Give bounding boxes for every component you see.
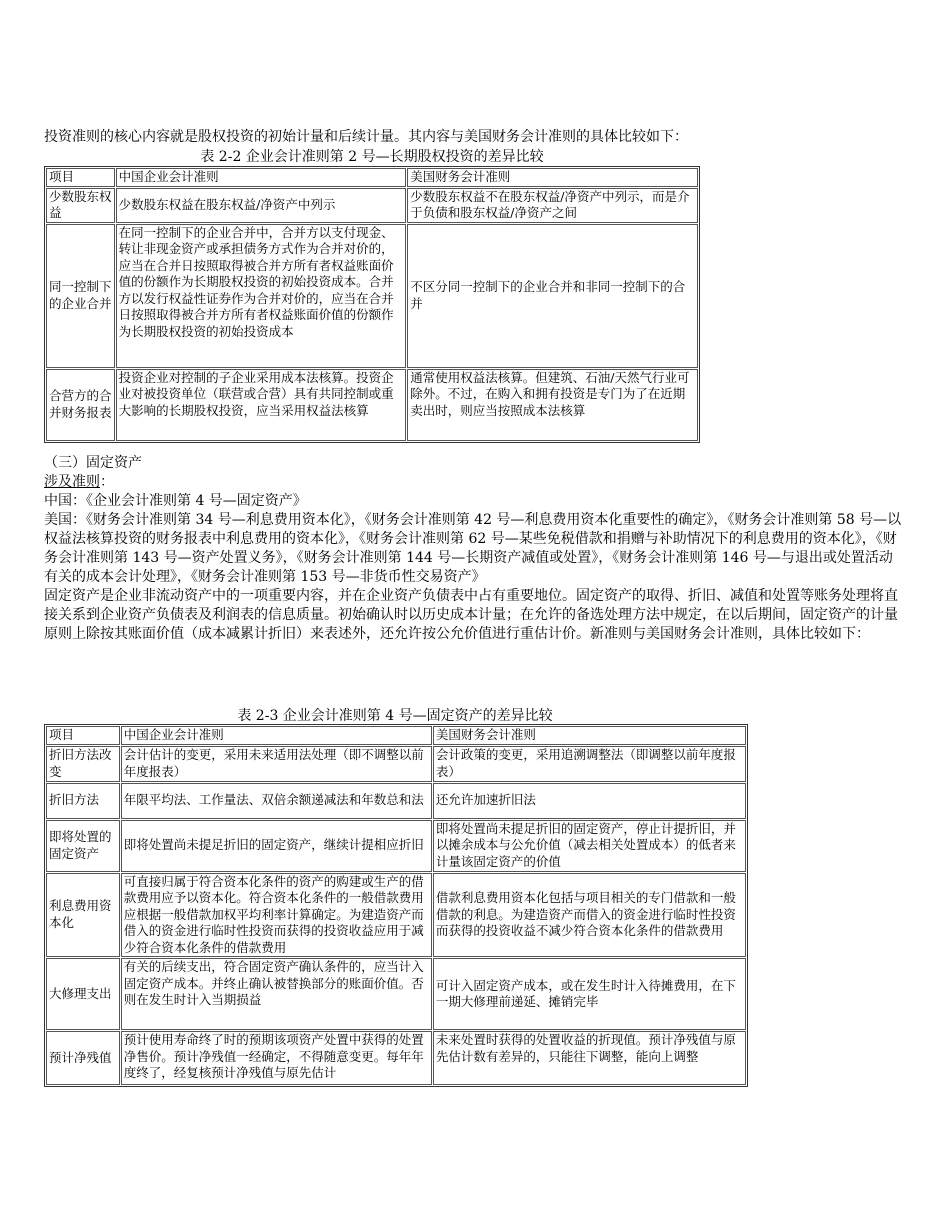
table1-header-row xyxy=(46,168,698,187)
table2-cell-item: 折旧方法改变 xyxy=(46,746,120,782)
table2-cell-item: 利息费用资本化 xyxy=(46,873,120,958)
table2-cell-item: 即将处置的固定资产 xyxy=(46,820,120,872)
table-row xyxy=(46,746,746,782)
table-row xyxy=(46,369,698,441)
section-body: 固定资产是企业非流动资产中的一项重要内容，并在企业资产负债表中占有重要地位。固定资产的取得、折旧、减值和处置等账务处理将直接关系到企业资产负债表及利润表的信息质量。初始确认时以历史成本计量；在允许的备选处理方法中规定，在以后期间，固定资产的计量原则上除按其账面价值（成本减累计折旧）来表述外，还允许按公允价值进行重估计价。新准则与美国财务会计准则，具体比较如下： xyxy=(44,588,898,642)
table2-cell-item: 折旧方法 xyxy=(46,783,120,819)
table1-cell-item: 合营方的合并财务报表 xyxy=(46,369,115,441)
table2-cell-china: 预计使用寿命终了时的预期该项资产处置中获得的处置净售价。预计净残值一经确定，不得随意变更。每年年度终了，经复核预计净残值与原先估计 xyxy=(121,1031,432,1085)
table1-cell-china: 少数股东权益在股东权益/净资产中列示 xyxy=(116,188,407,223)
table1-cell-us: 通常使用权益法核算。但建筑、石油/天然气行业可除外。不过，在购入和拥有投资是专门为了在近期卖出时，则应当按照成本法核算 xyxy=(407,369,698,441)
table1-cell-us: 少数股东权益不在股东权益/净资产中列示，而是介于负债和股东权益/净资产之间 xyxy=(407,188,698,223)
table2-cell-us: 即将处置尚未提足折旧的固定资产，停止计提折旧，并以摊余成本与公允价值（减去相关处置成本）的低者来计量该固定资产的价值 xyxy=(433,820,746,872)
table1-cell-china: 投资企业对控制的子企业采用成本法核算。投资企业对被投资单位（联营或合营）具有共同控制或重大影响的长期股权投资，应当采用权益法核算 xyxy=(116,369,407,441)
standards-label: 涉及准则 xyxy=(44,474,100,490)
table2-cell-china: 会计估计的变更，采用未来适用法处理（即不调整以前年度报表） xyxy=(121,746,432,782)
table1-header-us: 美国财务会计准则 xyxy=(407,168,698,187)
intro-paragraph: 投资准则的核心内容就是股权投资的初始计量和后续计量。其内容与美国财务会计准则的具体比较如下： xyxy=(44,129,688,145)
table-row xyxy=(46,1031,746,1085)
table2-cell-us: 会计政策的变更，采用追溯调整法（即调整以前年度报表） xyxy=(433,746,746,782)
table2-caption: 表 2-3 企业会计准则第 4 号—固定资产的差异比较 xyxy=(237,708,553,724)
us-standards: 美国：《财务会计准则第 34 号—利息费用资本化》，《财务会计准则第 42 号—利息费用资本化重要性的确定》，《财务会计准则第 58 号—以权益法核算投资的财务报表中利息费用的资本化》，《财务会计准则第 62 号—某些免税借款和捐赠与补助情况下的利息费用的资本化》，《财务会计准则第 143 号—资产处置义务》，《财务会计准则第 144 号—长期资产减值或处置》，《财务会计准则第 146 号—与退出或处置活动有关的成本会计处理》，《财务会计准则第 153 号—非货币性交易资产》 xyxy=(44,512,902,585)
table-row xyxy=(46,224,698,368)
table-row xyxy=(46,873,746,958)
table-row xyxy=(46,188,698,223)
table2-header-china: 中国企业会计准则 xyxy=(121,726,432,745)
table2-header-row xyxy=(46,726,746,745)
table2-cell-china: 可直接归属于符合资本化条件的资产的购建或生产的借款费用应予以资本化。符合资本化条件的一般借款费用应根据一般借款加权平均利率计算确定。为建造资产而借入的资金进行临时性投资而获得的投资收益应用于减少符合资本化条件的借款费用 xyxy=(121,873,432,958)
table2-cell-china: 即将处置尚未提足折旧的固定资产，继续计提相应折旧 xyxy=(121,820,432,872)
table2-header-us: 美国财务会计准则 xyxy=(433,726,746,745)
fixed-assets-section xyxy=(44,454,904,644)
table1-header-china: 中国企业会计准则 xyxy=(116,168,407,187)
table-row xyxy=(46,783,746,819)
table-row xyxy=(46,958,746,1030)
table2-cell-us: 未来处置时获得的处置收益的折现值。预计净残值与原先估计数有差异的，只能往下调整，能向上调整 xyxy=(433,1031,746,1085)
table1-cell-china: 在同一控制下的企业合并中，合并方以支付现金、转让非现金资产或承担债务方式作为合并对价的，应当在合并日按照取得被合并方所有者权益账面价值的份额作为长期股权投资的初始投资成本。合并方以发行权益性证券作为合并对价的，应当在合并日按照取得被合并方所有者权益账面价值的份额作为长期股权投资的初始投资成本 xyxy=(116,224,407,368)
china-standards: 中国：《企业会计准则第 4 号—固定资产》 xyxy=(44,493,307,509)
table1-cell-us: 不区分同一控制下的企业合并和非同一控制下的合并 xyxy=(407,224,698,368)
table1-header-item: 项目 xyxy=(46,168,115,187)
table2-fixed-assets-comparison xyxy=(44,724,748,1087)
table2-cell-us: 借款利息费用资本化包括与项目相关的专门借款和一般借款的利息。为建造资产而借入的资金进行临时性投资而获得的投资收益不减少符合资本化条件的借款费用 xyxy=(433,873,746,958)
standards-colon: ： xyxy=(100,474,114,490)
table1-cell-item: 同一控制下的企业合并 xyxy=(46,224,115,368)
table2-cell-china: 年限平均法、工作量法、双倍余额递减法和年数总和法 xyxy=(121,783,432,819)
section-heading: （三）固定资产 xyxy=(44,455,142,471)
table-row xyxy=(46,820,746,872)
standards-label-line xyxy=(44,473,904,492)
table1-cell-item: 少数股东权益 xyxy=(46,188,115,223)
table2-header-item: 项目 xyxy=(46,726,120,745)
table2-cell-us: 还允许加速折旧法 xyxy=(433,783,746,819)
table2-cell-us: 可计入固定资产成本，或在发生时计入待摊费用，在下一期大修理前递延、摊销完毕 xyxy=(433,958,746,1030)
table1-equity-investment-comparison xyxy=(44,166,700,443)
table2-cell-china: 有关的后续支出，符合固定资产确认条件的，应当计入固定资产成本。并终止确认被替换部分的账面价值。否则在发生时计入当期损益 xyxy=(121,958,432,1030)
table1-caption: 表 2-2 企业会计准则第 2 号—长期股权投资的差异比较 xyxy=(200,149,544,165)
table2-cell-item: 大修理支出 xyxy=(46,958,120,1030)
table2-cell-item: 预计净残值 xyxy=(46,1031,120,1085)
